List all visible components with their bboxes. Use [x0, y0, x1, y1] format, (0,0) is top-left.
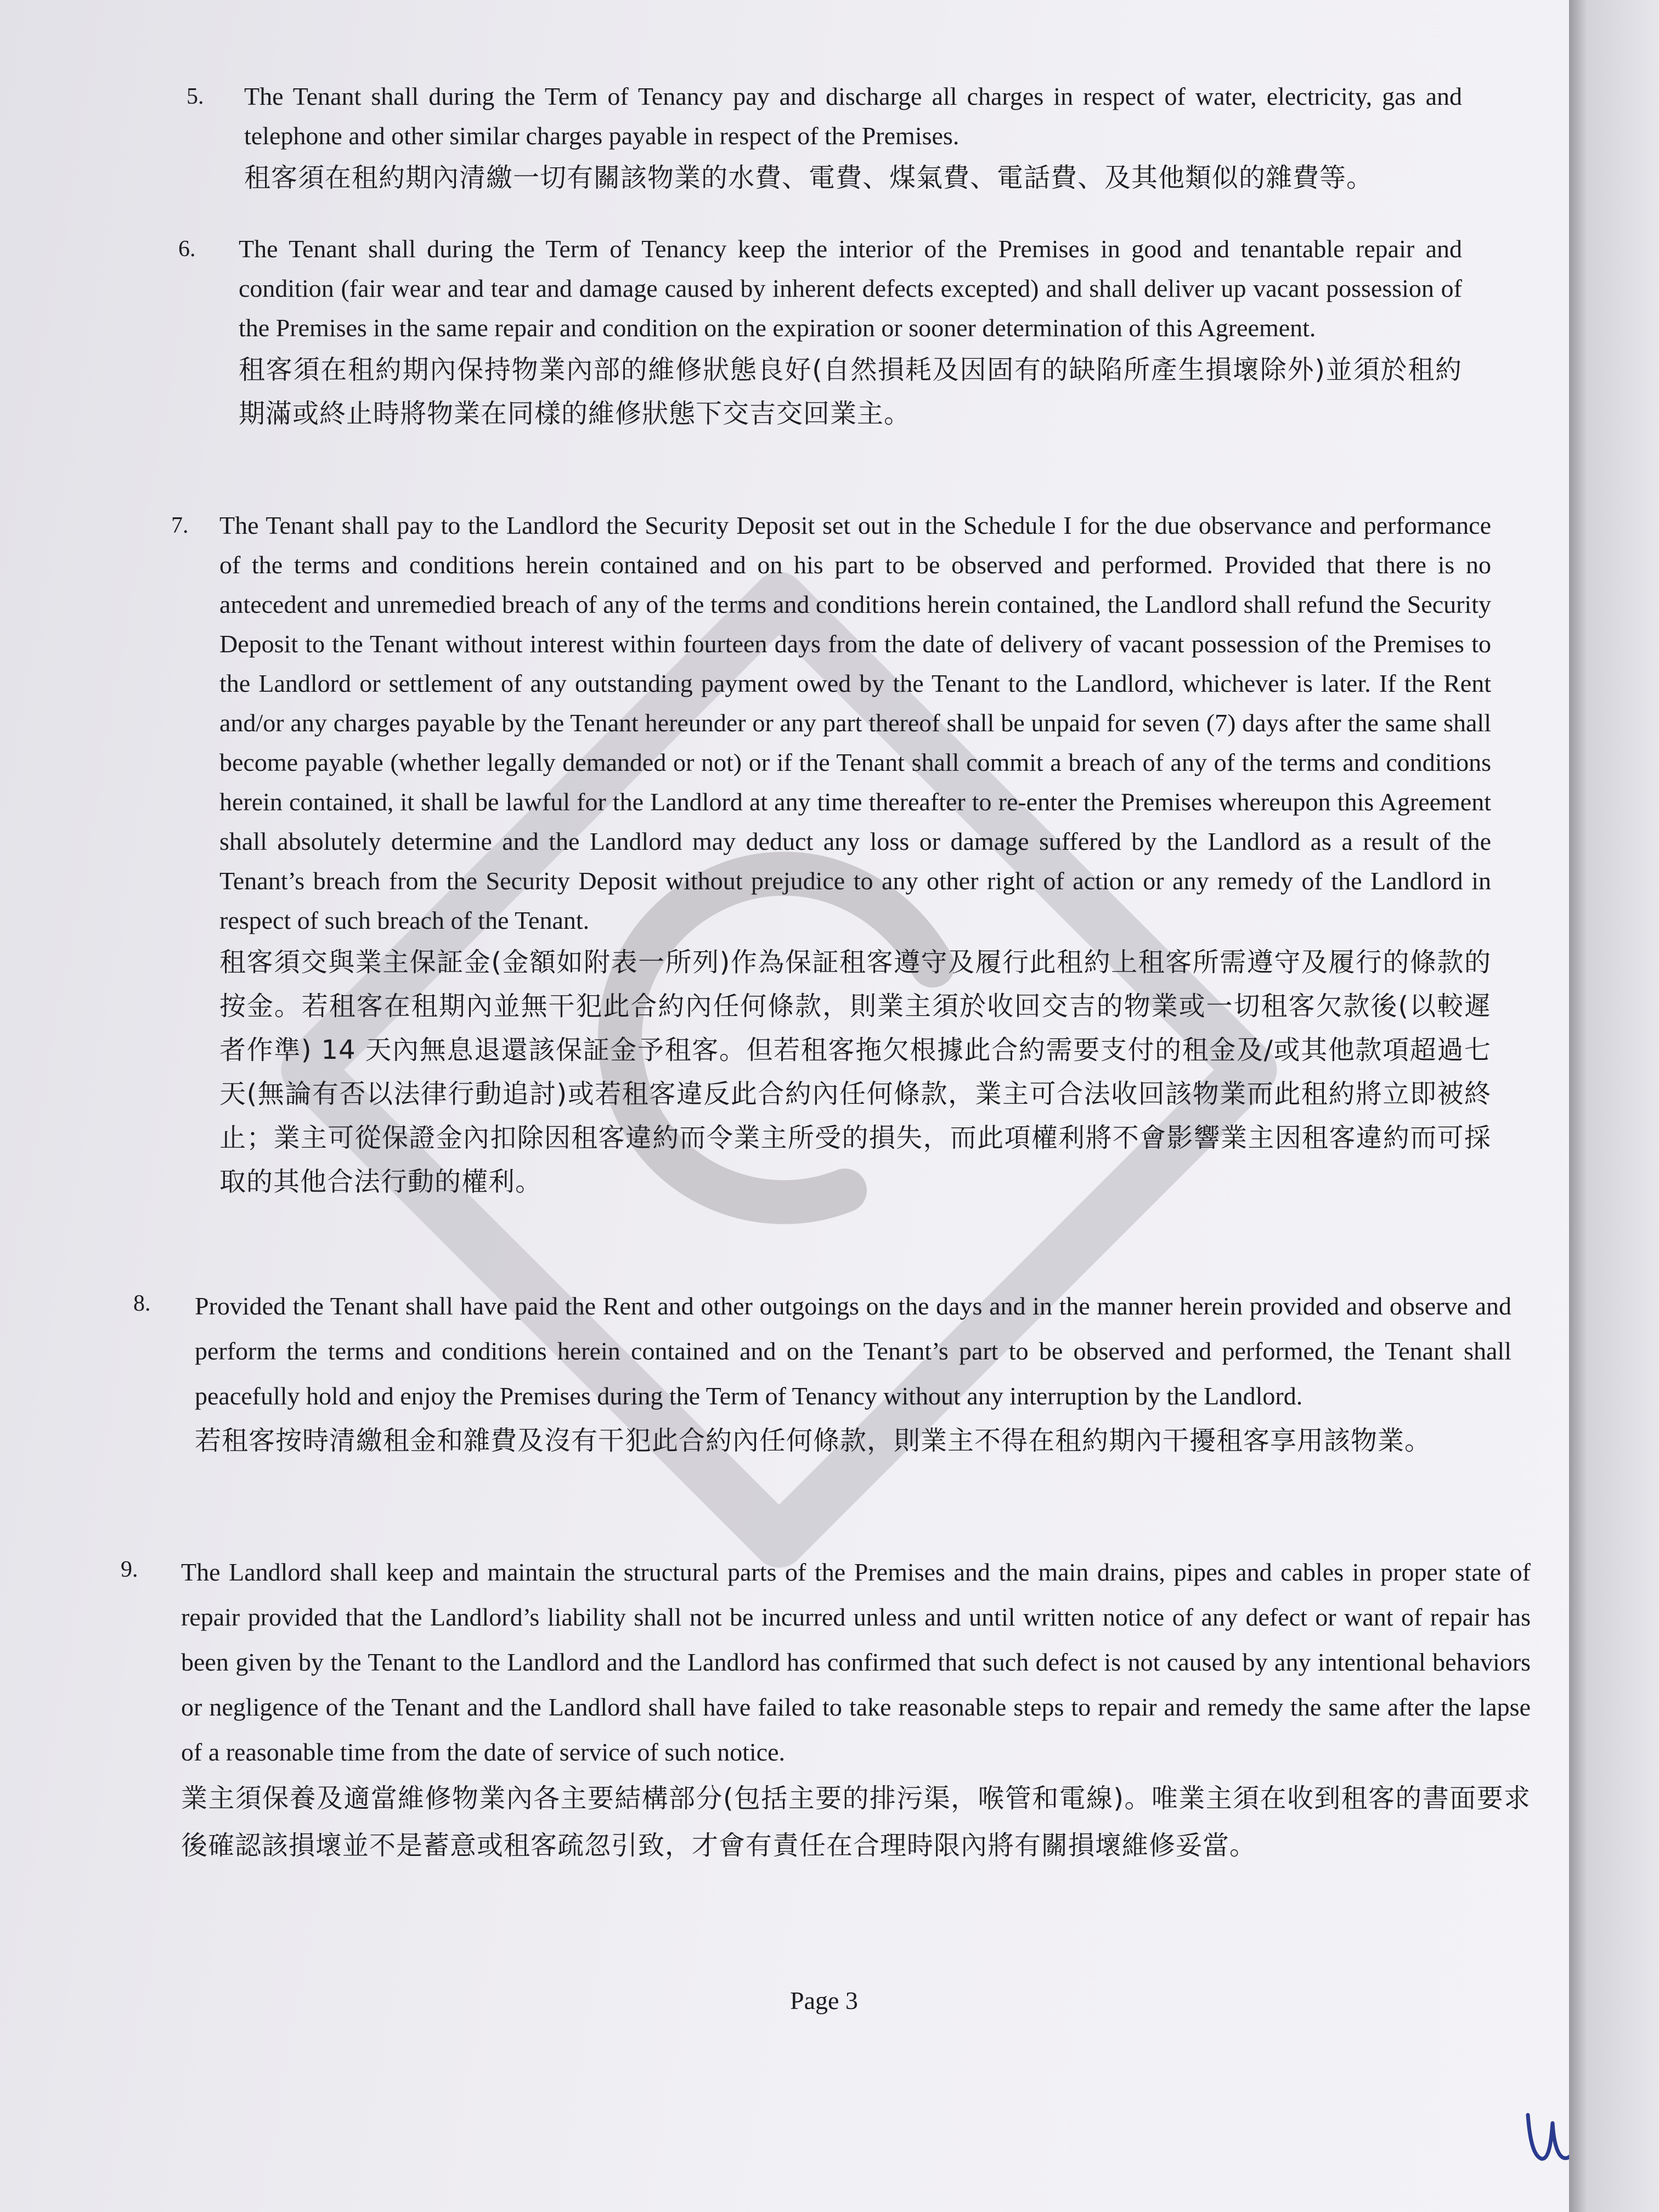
clause-number: 8. [133, 1291, 151, 1316]
clause-english-text: The Landlord shall keep and maintain the structural parts of the Premises and the main drains, pipes and cables in proper state of repair provided that the Landlord’s liability shall not be incurred unless and until written notice of any defect or want of repair has been given by the Tenant to the Landlord and the Landlord has confirmed that such defect is not caused by any intentional behaviors or negligence of the Tenant and the Landlord shall have failed to take reasonable steps to repair and remedy the same after the lapse of a reasonable time from the date of service of such notice. [181, 1558, 1531, 1766]
clause-number: 7. [171, 513, 189, 538]
clause-9 [121, 1550, 1531, 1869]
clause-chinese-text: 若租客按時清繳租金和雜費及沒有干犯此合約內任何條款，則業主不得在租約期內干擾租客享用該物業。 [195, 1425, 1432, 1456]
clause-chinese-text: 租客須在租約期內保持物業內部的維修狀態良好(自然損耗及因固有的缺陷所產生損壞除外)並須於租約期滿或終止時將物業在同樣的維修狀態下交吉交回業主。 [239, 354, 1462, 429]
clause-number: 9. [121, 1557, 138, 1582]
clause-english-text: Provided the Tenant shall have paid the Rent and other outgoings on the days and in the manner herein provided and observe and perform the terms and conditions herein contained and on the Tenant’s part to be observed and performed, the Tenant shall peacefully hold and enjoy the Premises during the Term of Tenancy without any interruption by the Landlord. [195, 1292, 1511, 1410]
clause-english-text: The Tenant shall during the Term of Tenancy pay and discharge all charges in respect of water, electricity, gas and telephone and other similar charges payable in respect of the Premises. [244, 82, 1462, 150]
clause-8 [133, 1284, 1511, 1463]
clause-chinese-text: 業主須保養及適當維修物業內各主要結構部分(包括主要的排污渠，喉管和電線)。唯業主須在收到租客的書面要求後確認該損壞並不是蓄意或租客疏忽引致，才會有責任在合理時限內將有關損壞維修妥當。 [181, 1783, 1531, 1861]
clause-chinese-text: 租客須在租約期內清繳一切有關該物業的水費、電費、煤氣費、電話費、及其他類似的雜費等。 [244, 162, 1374, 193]
clause-number: 6. [178, 236, 196, 262]
clause-english-text: The Tenant shall during the Term of Tenancy keep the interior of the Premises in good and tenantable repair and condition (fair wear and tear and damage caused by inherent defects excepted) and shall deliver up vacant possession of the Premises in the same repair and condition on the expiration or sooner determination of this Agreement. [239, 235, 1462, 342]
clause-5 [187, 77, 1462, 200]
clause-chinese-text: 租客須交與業主保証金(金額如附表一所列)作為保証租客遵守及履行此租約上租客所需遵守及履行的條款的按金。若租客在租期內並無干犯此合約內任何條款，則業主須於收回交吉的物業或一切租客欠款後(以較遲者作準) 14 天內無息退還該保証金予租客。但若租客拖欠根據此合約需要支付的租金及/或其他款項超過七天(無論有否以法律行動追討)或若租客違反此合約內任何條款，業主可合法收回該物業而此租約將立即被終止；業主可從保證金內扣除因租客違約而令業主所受的損失，而此項權利將不會影響業主因租客違約而可採取的其他合法行動的權利。 [219, 947, 1491, 1197]
clause-7 [171, 506, 1491, 1204]
clause-number: 5. [187, 84, 204, 109]
page-edge-shadow [1569, 0, 1659, 2212]
clause-english-text: The Tenant shall pay to the Landlord the Security Deposit set out in the Schedule I for the due observance and performance of the terms and conditions herein contained and on his part to be observed and performed. Provided that there is no antecedent and unremedied breach of any of the terms and conditions herein contained, the Landlord shall refund the Security Deposit to the Tenant without interest within fourteen days from the date of delivery of vacant possession of the Premises to the Landlord or settlement of any outstanding payment owed by the Tenant to the Landlord, whichever is later. If the Rent and/or any charges payable by the Tenant hereunder or any part thereof shall be unpaid for seven (7) days after the same shall become payable (whether legally demanded or not) or if the Tenant shall commit a breach of any of the terms and conditions herein contained, it shall be lawful for the Landlord at any time thereafter to re-enter the Premises whereupon this Agreement shall absolutely determine and the Landlord may deduct any loss or damage suffered by the Landlord as a result of the Tenant’s breach from the Security Deposit without prejudice to any other right of action or any remedy of the Landlord in respect of such breach of the Tenant. [219, 511, 1491, 934]
page-number: Page 3 [790, 1987, 858, 2015]
clause-6 [178, 229, 1462, 436]
